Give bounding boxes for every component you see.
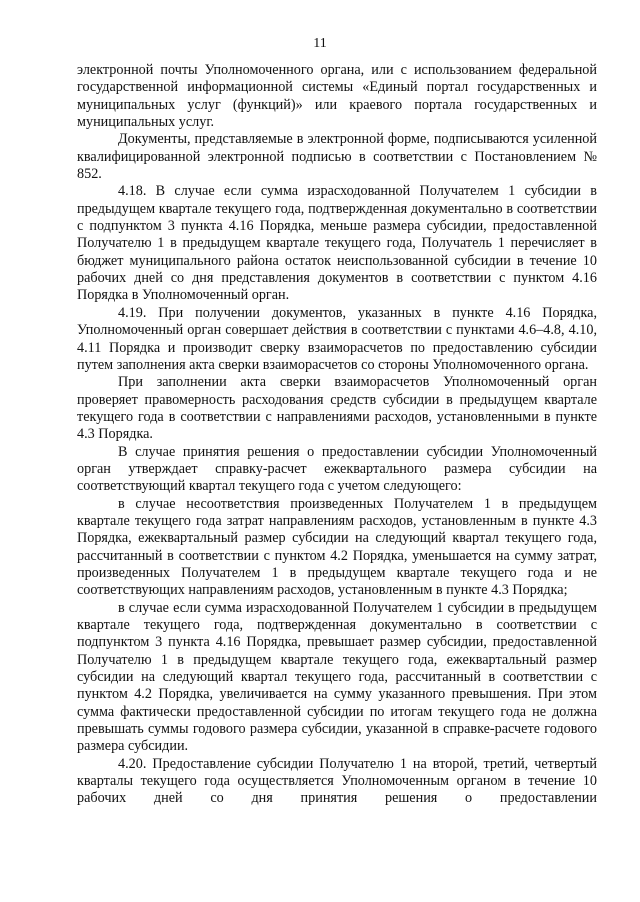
document-text	[77, 62, 597, 808]
paragraph-reconciliation-check: При заполнении акта сверки взаиморасчетов Уполномоченный орган проверяет правомерность расходования средств субсидии в предыдущем квартале текущего года в соответствии с направлениями расходов, установленными в пункте 4.3 Порядка.	[77, 374, 597, 443]
page-number: 11	[313, 36, 327, 51]
paragraph-decision: В случае принятия решения о предоставлении субсидии Уполномоченный орган утверждает справку-расчет ежеквартального размера субсидии на соответствующий квартал текущего года с учетом следующего:	[77, 443, 597, 495]
paragraph-4-19: 4.19. При получении документов, указанных в пункте 4.16 Порядка, Уполномоченный орган совершает действия в соответствии с пунктами 4.6–4.8, 4.10, 4.11 Порядка и производит сверку взаиморасчетов по предоставлению субсидии путем заполнения акта сверки взаиморасчетов со стороны Уполномоченного органа.	[77, 304, 597, 373]
paragraph-mismatch-case: в случае несоответствия произведенных Получателем 1 в предыдущем квартале текущего года затрат направлениям расходов, установленным в пункте 4.3 Порядка, ежеквартальный размер субсидии на следующий квартал текущего года, рассчитанный в соответствии с пунктом 4.2 Порядка, уменьшается на сумму затрат, произведенных Получателем 1 в предыдущем квартале текущего года и не соответствующих направлениям расходов, установленным в пункте 4.3 Порядка;	[77, 495, 597, 599]
paragraph-electronic-signature: Документы, представляемые в электронной форме, подписываются усиленной квалифицированной электронной подписью в соответствии с Постановлением № 852.	[77, 131, 597, 183]
paragraph-portal-continuation: электронной почты Уполномоченного органа, или с использованием федеральной государственной информационной системы «Единый портал государственных и муниципальных услуг (функций)» или краевого портала государственных и муниципальных услуг.	[77, 62, 597, 131]
paragraph-excess-case: в случае если сумма израсходованной Получателем 1 субсидии в предыдущем квартале текущего года, подтвержденная документально в соответствии с подпунктом 3 пункта 4.16 Порядка, превышает размер субсидии, предоставленной Получателю 1 в предыдущем квартале текущего года, ежеквартальный размер субсидии на следующий квартал текущего года, рассчитанный в соответствии с пунктом 4.2 Порядка, увеличивается на сумму указанного превышения. При этом сумма фактически предоставленной субсидии по итогам текущего года не должна превышать суммы годового размера субсидии, указанной в справке-расчете годового размера субсидии.	[77, 599, 597, 755]
paragraph-4-20: 4.20. Предоставление субсидии Получателю 1 на второй, третий, четвертый кварталы текущего года осуществляется Уполномоченным органом в течение 10 рабочих дней со дня принятия решения о предоставлении	[77, 755, 597, 807]
paragraph-4-18: 4.18. В случае если сумма израсходованной Получателем 1 субсидии в предыдущем квартале текущего года, подтвержденная документально в соответствии с подпунктом 3 пункта 4.16 Порядка, меньше размера субсидии, предоставленной Получателю 1 в предыдущем квартале текущего года, Получатель 1 перечисляет в бюджет муниципального района остаток неиспользованной субсидии в течение 10 рабочих дней со дня представления документов в соответствии с пунктом 4.16 Порядка в Уполномоченный орган.	[77, 183, 597, 304]
